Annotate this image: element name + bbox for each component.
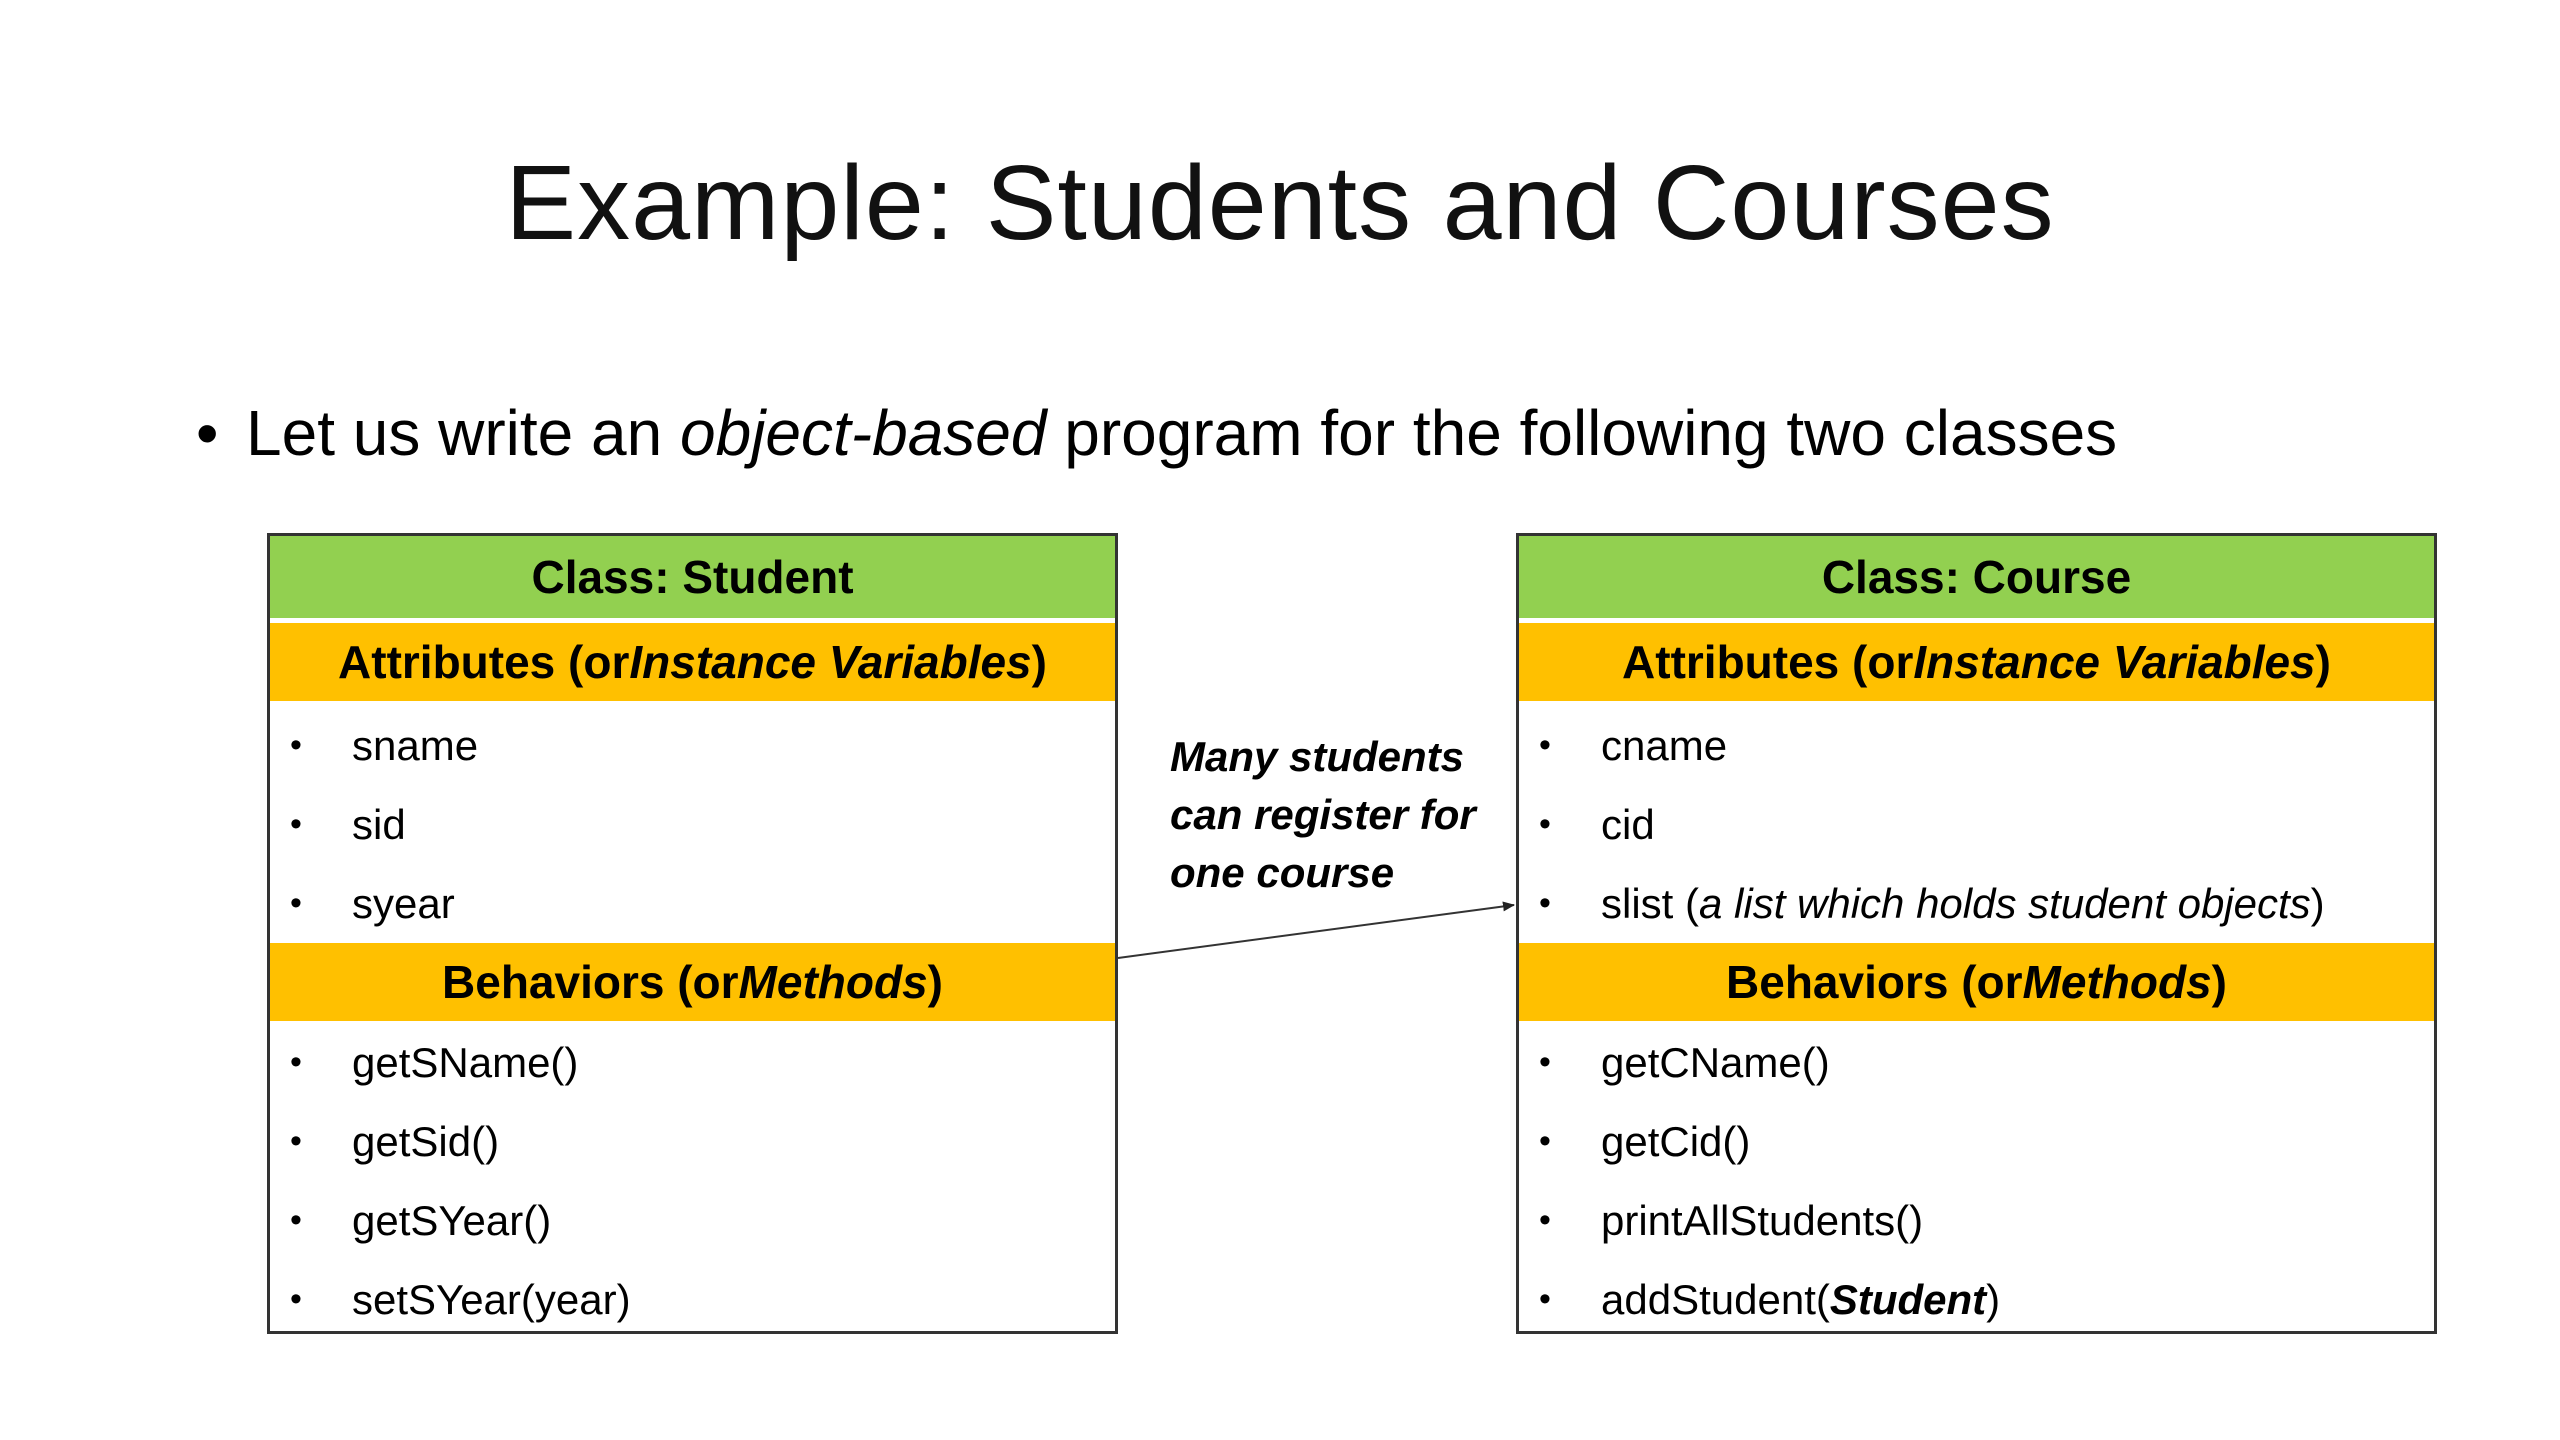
bullet-glyph: • bbox=[196, 397, 219, 469]
attribute-name: slist ( bbox=[1601, 879, 1699, 927]
bullet-glyph: • bbox=[1539, 805, 1551, 843]
course-class-box bbox=[1516, 533, 2437, 1334]
relationship-line: one course bbox=[1170, 849, 1395, 896]
bullet-glyph: • bbox=[1539, 1043, 1551, 1081]
method-name: addStudent( bbox=[1601, 1275, 1830, 1323]
header-prefix: Attributes (or bbox=[1622, 636, 1914, 688]
bullet-glyph: • bbox=[290, 726, 302, 764]
header-suffix: ) bbox=[2211, 956, 2227, 1008]
header-italic: Instance Variables bbox=[629, 636, 1032, 688]
method-name: setSYear(year) bbox=[352, 1275, 631, 1323]
attribute-close: ) bbox=[2310, 879, 2325, 927]
method-name: getCName() bbox=[1601, 1038, 1830, 1086]
header-prefix: Behaviors (or bbox=[442, 956, 739, 1008]
header-prefix: Attributes (or bbox=[338, 636, 630, 688]
relationship-line: Many students bbox=[1170, 733, 1465, 780]
bullet-glyph: • bbox=[290, 1122, 302, 1160]
bullet-glyph: • bbox=[1539, 1201, 1551, 1239]
attribute-name: syear bbox=[352, 879, 455, 927]
list-item bbox=[1519, 785, 2434, 864]
header-suffix: ) bbox=[1031, 636, 1047, 688]
bullet-glyph: • bbox=[1539, 884, 1551, 922]
relationship-line: can register for bbox=[1170, 791, 1476, 838]
header-suffix: ) bbox=[2315, 636, 2331, 688]
slide-title: Example: Students and Courses bbox=[505, 144, 2055, 262]
course-class-header: Class: Course bbox=[1519, 536, 2434, 623]
method-close: ) bbox=[1986, 1275, 2001, 1323]
intro-text-before: Let us write an bbox=[246, 397, 680, 469]
intro-text-emphasis: object-based bbox=[680, 397, 1047, 469]
bullet-glyph: • bbox=[290, 1043, 302, 1081]
list-item bbox=[1519, 1102, 2434, 1181]
bullet-glyph: • bbox=[1539, 1122, 1551, 1160]
header-italic: Methods bbox=[738, 956, 928, 1008]
header-italic: Instance Variables bbox=[1913, 636, 2316, 688]
attribute-name: cname bbox=[1601, 721, 1728, 769]
header-suffix: ) bbox=[927, 956, 943, 1008]
course-behaviors-header bbox=[1519, 943, 2434, 1021]
method-name: getSName() bbox=[352, 1038, 579, 1086]
header-italic: Methods bbox=[2022, 956, 2212, 1008]
bullet-glyph: • bbox=[1539, 1280, 1551, 1318]
list-item bbox=[1519, 1023, 2434, 1102]
method-name: getSYear() bbox=[352, 1196, 552, 1244]
course-attributes-list bbox=[1519, 701, 2434, 943]
bullet-glyph: • bbox=[290, 805, 302, 843]
bullet-glyph: • bbox=[290, 884, 302, 922]
attribute-description: a list which holds student objects bbox=[1699, 879, 2311, 927]
list-item bbox=[1519, 1260, 2434, 1339]
attribute-name: sname bbox=[352, 721, 479, 769]
method-name: getSid() bbox=[352, 1117, 500, 1165]
attribute-name: cid bbox=[1601, 800, 1655, 848]
bullet-glyph: • bbox=[290, 1280, 302, 1318]
list-item bbox=[1519, 1181, 2434, 1260]
header-prefix: Behaviors (or bbox=[1726, 956, 2023, 1008]
course-attributes-header bbox=[1519, 623, 2434, 701]
bullet-glyph: • bbox=[1539, 726, 1551, 764]
list-item bbox=[1519, 864, 2434, 943]
intro-text-after: program for the following two classes bbox=[1046, 397, 2118, 469]
student-class-header: Class: Student bbox=[270, 536, 1115, 623]
course-methods-list bbox=[1519, 1021, 2434, 1339]
method-name: getCid() bbox=[1601, 1117, 1751, 1165]
list-item bbox=[1519, 706, 2434, 785]
method-name: printAllStudents() bbox=[1601, 1196, 1924, 1244]
arrow-line bbox=[1118, 905, 1514, 958]
bullet-glyph: • bbox=[290, 1201, 302, 1239]
method-param: Student bbox=[1829, 1275, 1987, 1323]
attribute-name: sid bbox=[352, 800, 406, 848]
